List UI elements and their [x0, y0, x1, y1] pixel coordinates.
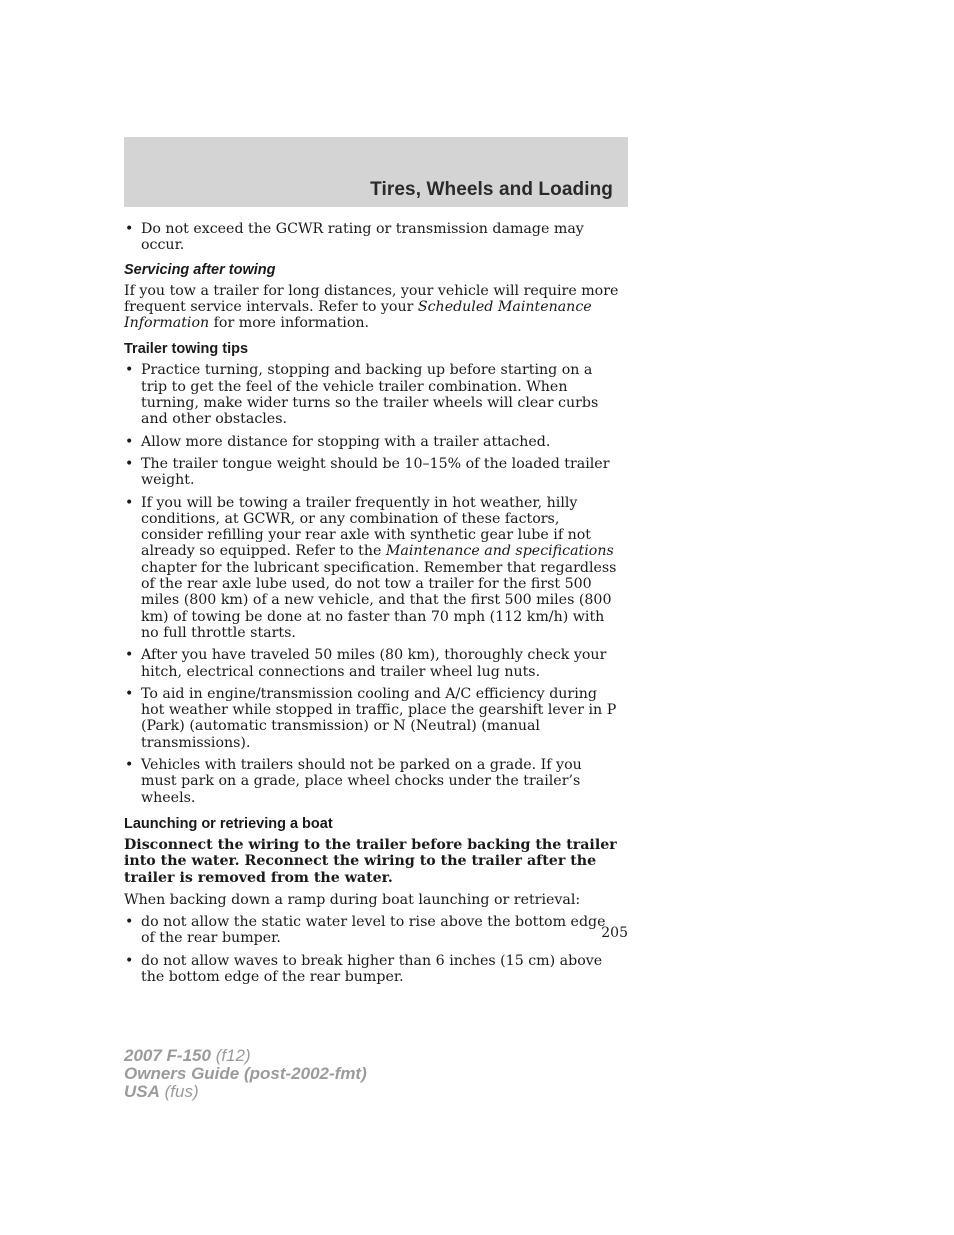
- footer-guide-name: Owners Guide (post-2002-fmt): [124, 1064, 367, 1083]
- boat-bullet-waves: • do not allow waves to break higher than 6 inches (15 cm) above the bottom edge of the rear bumper.: [124, 953, 620, 986]
- footer-market: USA: [124, 1082, 160, 1101]
- tip-bullet-tongue-weight: • The trailer tongue weight should be 10–15% of the loaded trailer weight.: [124, 456, 620, 489]
- servicing-paragraph: [124, 283, 620, 332]
- maintenance-specifications-reference: Maintenance and specifications: [385, 543, 614, 560]
- tip-bullet-parking-grade: • Vehicles with trailers should not be parked on a grade. If you must park on a grade, place wheel chocks under the trailer’s wheels.: [124, 757, 620, 806]
- footer-model: 2007 F-150: [124, 1046, 211, 1065]
- boat-bullet-water-level: • do not allow the static water level to rise above the bottom edge of the rear bumper.: [124, 914, 620, 947]
- tip-bullet-cooling: • To aid in engine/transmission cooling and A/C efficiency during hot weather while stopped in traffic, place the gearshift lever in P (Park) (automatic transmission) or N (Neutral) (manual transmissions).: [124, 686, 620, 751]
- boat-warning: Disconnect the wiring to the trailer before backing the trailer into the water. Reconnect the wiring to the trailer after the trailer is removed from the water.: [124, 836, 617, 886]
- heading-servicing-after-towing: Servicing after towing: [124, 261, 276, 278]
- tip-bullet-check-hitch: • After you have traveled 50 miles (80 km), thoroughly check your hitch, electrical connections and trailer wheel lug nuts.: [124, 647, 620, 680]
- heading-trailer-towing-tips: Trailer towing tips: [124, 341, 249, 358]
- section-title: Tires, Wheels and Loading: [370, 179, 613, 200]
- page-content: [124, 221, 620, 991]
- tip-bullet-stopping-distance: • Allow more distance for stopping with a trailer attached.: [124, 434, 620, 450]
- document-footer: [124, 1047, 367, 1101]
- servicing-text-before: If you tow a trailer for long distances, your vehicle will require more frequent service intervals. Refer to your: [124, 282, 619, 315]
- boat-intro: When backing down a ramp during boat launching or retrieval:: [124, 891, 581, 908]
- page-number: 205: [601, 925, 628, 941]
- section-header-band: [124, 137, 628, 207]
- footer-line-3: [124, 1083, 367, 1101]
- scheduled-maintenance-reference: Scheduled Maintenance Information: [124, 298, 592, 332]
- footer-line-1: [124, 1047, 367, 1065]
- servicing-text-after: for more information.: [209, 315, 370, 332]
- footer-market-code: (fus): [164, 1082, 199, 1101]
- hot-weather-text-after: chapter for the lubricant specification. Remember that regardless of the rear axle lube used, do not tow a trailer for the first 500 miles (800 km) of a new vehicle, and that the first 500 miles (800 km) of towing be done at no faster than 70 mph (112 km/h) with no full throttle starts.: [141, 559, 617, 641]
- hot-weather-text-before: If you will be towing a trailer frequently in hot weather, hilly conditions, at GCWR, or any combination of these factors, consider refilling your rear axle with synthetic gear lube if not already so equipped. Refer to the: [141, 494, 591, 560]
- footer-line-2: [124, 1065, 367, 1083]
- tip-bullet-hot-weather: [124, 495, 620, 642]
- heading-launching-boat: Launching or retrieving a boat: [124, 815, 333, 832]
- bullet-gcwr: • Do not exceed the GCWR rating or transmission damage may occur.: [124, 221, 620, 254]
- tip-bullet-practice: • Practice turning, stopping and backing up before starting on a trip to get the feel of the vehicle trailer combination. When turning, make wider turns so the trailer wheels will clear curbs and other obstacles.: [124, 362, 620, 427]
- footer-model-code: (f12): [215, 1046, 251, 1065]
